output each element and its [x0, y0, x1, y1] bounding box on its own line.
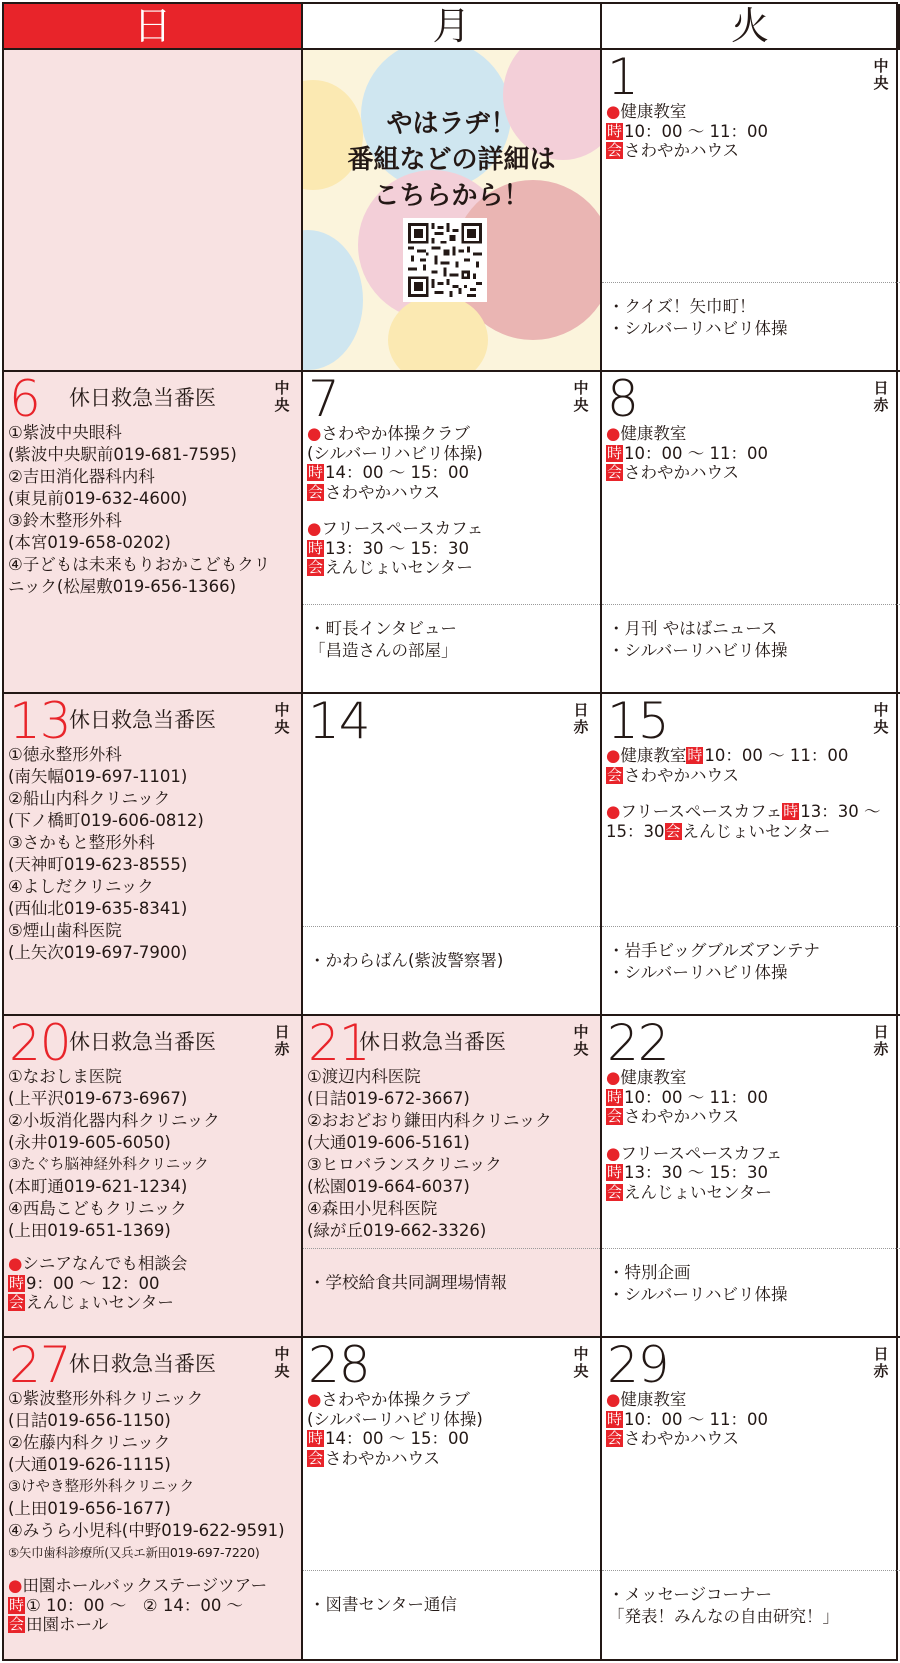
event-time: 時 ① 10：00 ～ ② 14：00 ～ — [9, 1595, 244, 1615]
separator — [303, 926, 600, 927]
day-cell-13 — [4, 694, 303, 1016]
separator — [303, 1248, 600, 1249]
event-title: ●さわやか体操クラブ — [307, 424, 470, 443]
event-place: 会 さわやかハウス — [607, 463, 740, 482]
radio-item: ・シルバーリハビリ体操 — [608, 1285, 788, 1304]
day-number: 20 — [9, 1016, 71, 1072]
clinic-item: (上平沢019-673-6967) — [8, 1089, 188, 1108]
location-tag: 中 央 — [873, 701, 889, 737]
clinic-item: (永井019-605-6050) — [8, 1133, 171, 1152]
header-tuesday: 火 — [602, 4, 900, 50]
clinic-list — [8, 1066, 297, 1242]
clinic-item: ④西島こどもクリニック — [8, 1199, 187, 1218]
clinic-item: (西仙北019-635-8341) — [8, 899, 188, 918]
clinic-item: ③たぐち脳神経外科クリニック — [8, 1157, 209, 1173]
clinic-item: (上矢次019-697-7900) — [8, 943, 188, 962]
clinic-item: (南矢幅019-697-1101) — [8, 767, 188, 786]
emergency-title: 休日救急当番医 — [69, 708, 216, 732]
separator — [303, 604, 600, 605]
radio-programs — [608, 1584, 896, 1628]
event-line: 15：30会 えんじょいセンター — [606, 821, 831, 841]
event-title: ●健康教室 — [606, 1390, 687, 1409]
clinic-item: (日詰019-656-1150) — [8, 1411, 171, 1430]
clinic-item: ②船山内科クリニック — [8, 789, 171, 808]
day-cell-22 — [602, 1016, 900, 1338]
banner-line: こちらから！ — [373, 181, 530, 211]
clinic-list — [8, 422, 297, 598]
location-tag: 中 央 — [274, 1345, 290, 1381]
clinic-item: ②吉田消化器科内科 — [8, 467, 155, 486]
radio-item: ・かわらばん(紫波警察署) — [309, 951, 504, 970]
clinic-item: ④よしだクリニック — [8, 877, 154, 896]
clinic-list — [307, 1066, 596, 1242]
event-place: 会 さわやかハウス — [607, 141, 740, 160]
day-cell-15 — [602, 694, 900, 1016]
day-cell-14 — [303, 694, 602, 1016]
clinic-list — [8, 744, 297, 964]
radio-item: ・特別企画 — [608, 1263, 691, 1282]
clinic-item: (上田019-656-1677) — [8, 1499, 171, 1518]
location-tag: 日 赤 — [873, 1023, 889, 1059]
event-title: ●健康教室 — [606, 424, 687, 443]
clinic-item: (本町通019-621-1234) — [8, 1177, 188, 1196]
clinic-item: ①紫波整形外科クリニック — [8, 1389, 204, 1408]
qr-code[interactable] — [403, 218, 487, 302]
day-cell-29 — [602, 1338, 900, 1659]
clinic-list — [8, 1388, 297, 1564]
location-tag: 日 赤 — [274, 1023, 290, 1059]
day-number: 28 — [308, 1338, 370, 1394]
clinic-item: ③鈴木整形外科 — [8, 511, 122, 530]
clinic-item: ④森田小児科医院 — [307, 1199, 438, 1218]
event-time: 時 10：00 ～ 11：00 — [607, 121, 768, 141]
event-time: 時 13：30 ～ 15：30 — [308, 538, 469, 558]
separator — [602, 1570, 900, 1571]
radio-programs — [309, 1594, 596, 1616]
day-cell-21 — [303, 1016, 602, 1338]
event-time: 時 13：30 ～ 15：30 — [607, 1163, 768, 1182]
clinic-item: ②おおどおり鎌田内科クリニック — [307, 1111, 552, 1130]
event-title: ●さわやか体操クラブ — [307, 1390, 470, 1409]
radio-item: ・クイズ！矢巾町！ — [608, 297, 756, 316]
day-number: 14 — [308, 694, 370, 750]
radio-item: ・学校給食共同調理場情報 — [309, 1273, 507, 1292]
separator — [602, 282, 900, 283]
clinic-item: ①なおしま医院 — [8, 1067, 122, 1086]
event-time: 時 10：00 ～ 11：00 — [607, 1087, 768, 1107]
clinic-item: ④みうら小児科(中野019-622-9591) — [8, 1521, 285, 1540]
emergency-title: 休日救急当番医 — [359, 1030, 506, 1054]
clinic-item: (紫波中央駅前019-681-7595) — [8, 445, 237, 464]
event-place: 会 えんじょいセンター — [308, 558, 473, 577]
clinic-item: (松園019-664-6037) — [307, 1177, 470, 1196]
clinic-item: ⑤煙山歯科医院 — [8, 921, 122, 940]
banner-text — [303, 106, 600, 214]
location-tag: 日 赤 — [873, 1345, 889, 1381]
clinic-item: ③ヒロバランスクリニック — [307, 1155, 502, 1174]
event-time: 時 14：00 ～ 15：00 — [308, 463, 469, 482]
radio-item: ・シルバーリハビリ体操 — [608, 319, 788, 338]
banner-line: 番組などの詳細は — [347, 145, 556, 175]
header-sunday: 日 — [4, 4, 303, 50]
event-place: 会 さわやかハウス — [607, 1429, 740, 1448]
event-list — [606, 746, 896, 841]
day-cell-1 — [602, 50, 900, 372]
event-time: 時 10：00 ～ 11：00 — [607, 443, 768, 463]
event-place: 会 さわやかハウス — [607, 765, 740, 785]
event-list — [307, 424, 596, 578]
radio-item: ・シルバーリハビリ体操 — [608, 963, 788, 982]
radio-item: 「発表！みんなの自由研究！」 — [608, 1607, 839, 1626]
clinic-item: ③さかもと整形外科 — [8, 833, 155, 852]
emergency-title: 休日救急当番医 — [69, 1030, 216, 1054]
location-tag: 中 央 — [573, 379, 589, 415]
event-list — [606, 1390, 896, 1449]
day-cell-6 — [4, 372, 303, 694]
day-number: 1 — [607, 50, 638, 106]
clinic-item: ニック(松屋敷019-656-1366) — [8, 577, 237, 596]
radio-banner — [303, 50, 602, 372]
event-title: ●フリースペースカフェ — [307, 519, 484, 538]
clinic-item: ①徳永整形外科 — [8, 745, 122, 764]
day-cell-8 — [602, 372, 900, 694]
radio-item: ・月刊 やはばニュース — [608, 619, 778, 638]
separator — [602, 926, 900, 927]
location-tag: 中 央 — [573, 1023, 589, 1059]
event-list — [307, 1390, 596, 1468]
clinic-item: ③けやき整形外科クリニック — [8, 1479, 195, 1495]
radio-item: ・岩手ビッグブルズアンテナ — [608, 941, 821, 960]
day-number: 21 — [308, 1016, 370, 1072]
day-number: 13 — [9, 694, 71, 750]
radio-programs — [608, 940, 896, 984]
event-title: ●フリースペースカフェ — [606, 1143, 783, 1163]
radio-programs — [309, 1272, 596, 1294]
location-tag: 日 赤 — [573, 701, 589, 737]
event-subtitle: (シルバーリハビリ体操) — [307, 443, 483, 463]
clinic-item: (東見前019-632-4600) — [8, 489, 188, 508]
event-list — [8, 1576, 297, 1635]
radio-item: ・図書センター通信 — [309, 1595, 457, 1614]
day-cell-7 — [303, 372, 602, 694]
day-number: 7 — [308, 372, 339, 428]
event-place: 会 さわやかハウス — [308, 482, 441, 502]
day-number: 29 — [607, 1338, 669, 1394]
event-time: 時 9：00 ～ 12：00 — [9, 1273, 160, 1293]
event-title: ●シニアなんでも相談会 — [8, 1254, 188, 1273]
radio-item: 「昌造さんの部屋」 — [309, 641, 458, 660]
event-list — [606, 102, 896, 161]
clinic-item: ②佐藤内科クリニック — [8, 1433, 171, 1452]
clinic-item: (下ノ橋町019-606-0812) — [8, 811, 204, 830]
day-number: 15 — [607, 694, 669, 750]
location-tag: 中 央 — [573, 1345, 589, 1381]
day-number: 6 — [9, 372, 40, 428]
radio-item: ・シルバーリハビリ体操 — [608, 641, 788, 660]
emergency-title: 休日救急当番医 — [69, 1352, 216, 1376]
event-time: 時 14：00 ～ 15：00 — [308, 1429, 469, 1448]
circle-decoration — [303, 230, 363, 370]
separator — [602, 1248, 900, 1249]
event-title: ●田園ホールバックステージツアー — [8, 1576, 268, 1595]
clinic-item: (日詰019-672-3667) — [307, 1089, 470, 1108]
event-title: ●健康教室 — [606, 102, 687, 121]
location-tag: 日 赤 — [873, 379, 889, 415]
event-place: 会 さわやかハウス — [607, 1107, 740, 1126]
day-cell-20 — [4, 1016, 303, 1338]
clinic-item: (天神町019-623-8555) — [8, 855, 188, 874]
separator — [602, 604, 900, 605]
banner-line: やはラヂ！ — [386, 109, 517, 139]
location-tag: 中 央 — [274, 379, 290, 415]
clinic-item: ⑤矢巾歯科診療所(又兵エ新田019-697-7220) — [8, 1545, 260, 1560]
radio-programs — [608, 618, 896, 662]
clinic-item: ①紫波中央眼科 — [8, 423, 122, 442]
event-subtitle: (シルバーリハビリ体操) — [307, 1409, 483, 1429]
day-number: 22 — [607, 1016, 669, 1072]
clinic-item: (大通019-606-5161) — [307, 1133, 470, 1152]
event-list — [606, 424, 896, 483]
location-tag: 中 央 — [873, 57, 889, 93]
header-monday: 月 — [303, 4, 602, 50]
radio-programs — [608, 1262, 896, 1306]
event-list — [606, 1068, 896, 1202]
event-line: ●健康教室時 10：00 ～ 11：00 — [606, 746, 849, 765]
clinic-item: ②小坂消化器内科クリニック — [8, 1111, 220, 1130]
day-cell-28 — [303, 1338, 602, 1659]
event-line: ●フリースペースカフェ時 13：30 ～ — [606, 802, 881, 821]
emergency-title: 休日救急当番医 — [69, 386, 216, 410]
day-number: 8 — [607, 372, 638, 428]
event-list — [8, 1254, 297, 1313]
day-number: 27 — [9, 1338, 71, 1394]
clinic-item: (本宮019-658-0202) — [8, 533, 171, 552]
location-tag: 中 央 — [274, 701, 290, 737]
day-cell-27 — [4, 1338, 303, 1659]
radio-programs — [309, 618, 596, 662]
clinic-item: ①渡辺内科医院 — [307, 1067, 421, 1086]
event-time: 時 10：00 ～ 11：00 — [607, 1409, 768, 1429]
clinic-item: (緑が丘019-662-3326) — [307, 1221, 487, 1240]
event-place: 会 田園ホール — [9, 1615, 109, 1634]
radio-item: ・町長インタビュー — [309, 619, 457, 638]
event-place: 会 えんじょいセンター — [607, 1182, 772, 1202]
event-place: 会 えんじょいセンター — [9, 1293, 174, 1312]
radio-item: ・メッセージコーナー — [608, 1585, 773, 1604]
radio-programs — [608, 296, 896, 340]
calendar-grid — [2, 2, 898, 1661]
event-title: ●健康教室 — [606, 1068, 687, 1087]
empty-cell — [4, 50, 303, 372]
clinic-item: (大通019-626-1115) — [8, 1455, 171, 1474]
clinic-item: ④子どもは未来もりおかこどもクリ — [8, 555, 271, 574]
separator — [303, 1570, 600, 1571]
radio-programs — [309, 950, 596, 972]
event-place: 会 さわやかハウス — [308, 1448, 441, 1468]
clinic-item: (上田019-651-1369) — [8, 1221, 171, 1240]
